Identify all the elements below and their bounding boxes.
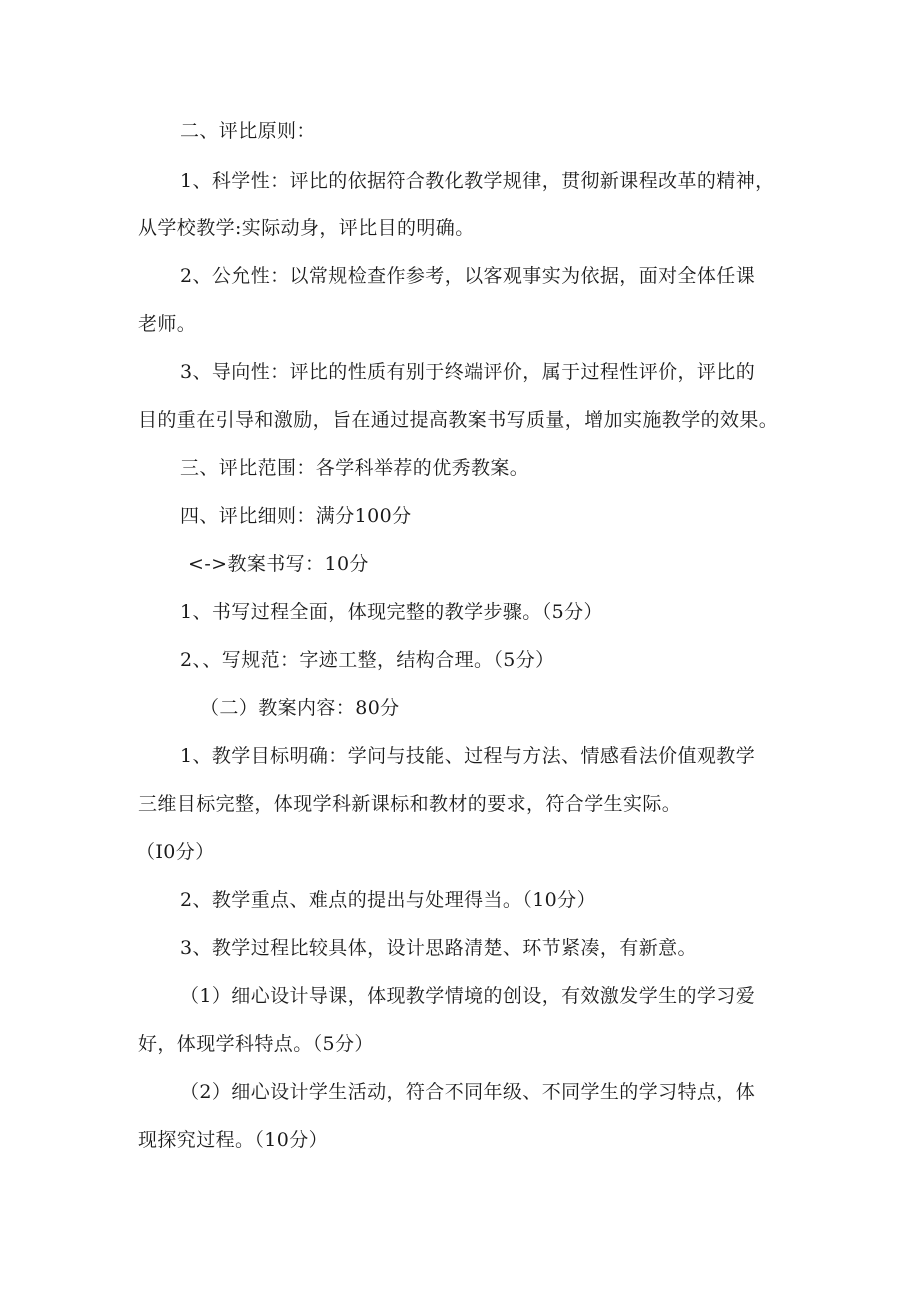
section-heading-principles: 二、评比原则：	[180, 120, 316, 142]
paragraph-line: （1）细心设计导课，体现教学情境的创设，有效激发学生的学习爱	[180, 985, 756, 1007]
paragraph-line: 从学校教学:实际动身，评比目的明确。	[138, 217, 475, 239]
paragraph-line: 3、教学过程比较具体，设计思路清楚、环节紧凑，有新意。	[180, 937, 697, 959]
paragraph-line: 1、书写过程全面，体现完整的教学步骤。（5分）	[180, 601, 603, 623]
paragraph-line: 1、教学目标明确：学问与技能、过程与方法、情感看法价值观教学	[180, 745, 756, 767]
paragraph-line: 2、教学重点、难点的提出与处理得当。（10分）	[180, 889, 596, 911]
paragraph-line: （I0分）	[136, 841, 215, 863]
paragraph-line: 3、导向性：评比的性质有别于终端评价，属于过程性评价，评比的	[180, 361, 756, 383]
paragraph-line: 目的重在引导和激励，旨在通过提高教案书写质量，增加实施教学的效果。	[138, 409, 779, 431]
paragraph-line: 1、科学性：评比的依据符合教化教学规律，贯彻新课程改革的精神，	[180, 170, 775, 192]
paragraph-line: 三维目标完整，体现学科新课标和教材的要求，符合学生实际。	[138, 793, 682, 815]
section-heading-rules: 四、评比细则：满分100分	[180, 505, 412, 527]
paragraph-line: 2、、写规范：字迹工整，结构合理。（5分）	[180, 649, 555, 671]
section-heading-scope: 三、评比范围：各学科举荐的优秀教案。	[180, 457, 530, 479]
subsection-heading-writing: <->教案书写：10分	[188, 553, 369, 575]
subsection-heading-content: （二）教案内容：80分	[200, 697, 400, 719]
paragraph-line: 好，体现学科特点。（5分）	[138, 1033, 374, 1055]
paragraph-line: 2、公允性：以常规检查作参考，以客观事实为依据，面对全体任课	[180, 265, 756, 287]
paragraph-line: 老师。	[138, 313, 197, 335]
paragraph-line: 现探究过程。（10分）	[138, 1129, 329, 1151]
paragraph-line: （2）细心设计学生活动，符合不同年级、不同学生的学习特点，体	[180, 1081, 756, 1103]
